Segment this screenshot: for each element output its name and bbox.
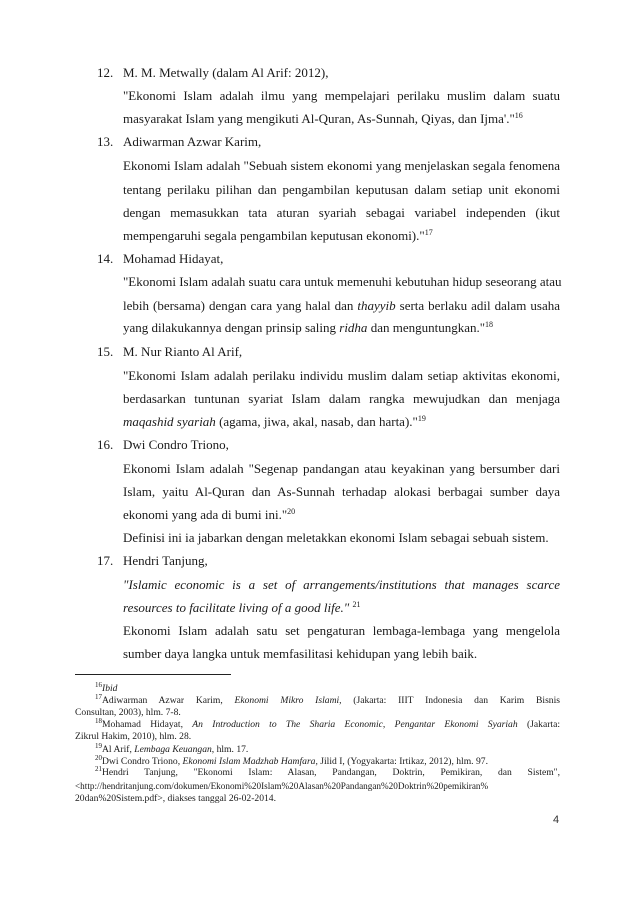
footnote-ref: 17	[424, 228, 433, 237]
body-line: maqashid syariah (agama, jiwa, akal, nasab, dan harta)."$^{19}$	[123, 414, 426, 429]
footnote-18-cont: Zikrul Hakim, 2010), hlm. 28.	[75, 731, 192, 742]
body-line: berdasarkan tuntunan syariat Islam dalam rangka mewujudkan dan menjaga	[123, 391, 560, 406]
body-line: mempengaruhi segala pengambilan keputusan ekonomi)."$^{17}$	[123, 228, 433, 243]
footnote-ref: 20	[287, 507, 296, 516]
body-line: lebih (bersama) dengan cara yang halal dan thayyib serta berlaku adil dalam usaha	[123, 298, 560, 313]
footnote-ref: 16	[514, 111, 523, 120]
footnote-ref: 19	[417, 414, 426, 423]
item-author: Dwi Condro Triono,	[123, 437, 229, 452]
body-line: ekonomi yang ada di bumi ini."$^{20}$	[123, 507, 296, 522]
page-number: 4	[553, 814, 560, 826]
footnote-18: $^{18}$Mohamad Hidayat, An Introduction to The Sharia Economic, Pengantar Ekonomi Syariah (Jakarta:	[95, 717, 560, 730]
body-line: tentang perilaku pilihan dan pengambilan keputusan dalam setiap unit ekonomi	[123, 182, 560, 197]
item-author: M. Nur Rianto Al Arif,	[123, 344, 243, 359]
body-line: "Ekonomi Islam adalah perilaku individu muslim dalam setiap aktivitas ekonomi,	[123, 368, 560, 383]
footnote-20: $^{20}$Dwi Condro Triono, Ekonomi Islam Madzhab Hamfara, Jilid I, (Yogyakarta: Irtikaz, 2012), hlm. 97.	[95, 754, 488, 767]
footnote-17-cont: Consultan, 2003), hlm. 7-8.	[75, 707, 181, 718]
body-line: resources to facilitate living of a good life." $^{21}$	[123, 600, 361, 615]
body-line: "Ekonomi Islam adalah suatu cara untuk memenuhi kebutuhan hidup seseorang atau	[123, 274, 562, 289]
body-line: Ekonomi Islam adalah satu set pengaturan lembaga-lembaga yang mengelola	[123, 623, 560, 638]
body-line: Islam, yaitu Al-Quran dan As-Sunnah terhadap alokasi berbagai sumber daya	[123, 484, 560, 499]
item-author: Hendri Tanjung,	[123, 553, 208, 568]
footnote-21: $^{21}$Hendri Tanjung, "Ekonomi Islam: Alasan, Pandangan, Doktrin, Pemikiran, dan Sistem",	[95, 765, 560, 778]
item-author: Adiwarman Azwar Karim,	[123, 134, 262, 149]
body-line: Ekonomi Islam adalah "Segenap pandangan atau keyakinan yang bersumber dari	[123, 461, 560, 476]
footnote-ref: 18	[485, 320, 494, 329]
item-number: 16.	[97, 437, 114, 452]
footnote-21-access: 20dan%20Sistem.pdf>, diakses tanggal 26-02-2014.	[75, 793, 276, 804]
item-number: 13.	[97, 134, 114, 149]
body-line: masyarakat Islam yang mengikuti Al-Quran, As-Sunnah, Qiyas, dan Ijma'."$^{16}$	[123, 111, 523, 126]
item-number: 12.	[97, 65, 114, 80]
body-line: yang dilakukannya dengan prinsip saling ridha dan menguntungkan."$^{18}$	[123, 320, 494, 335]
footnote-16: $^{16}$Ibid	[95, 681, 118, 694]
item-author: M. M. Metwally (dalam Al Arif: 2012),	[123, 65, 329, 80]
footnote-ref: 21	[352, 600, 361, 609]
body-line: "Islamic economic is a set of arrangements/institutions that manages scarce	[123, 577, 560, 592]
item-number: 15.	[97, 344, 114, 359]
footnote-19: $^{19}$Al Arif, Lembaga Keuangan, hlm. 17.	[95, 742, 249, 755]
footnote-separator	[75, 674, 231, 675]
body-line: "Ekonomi Islam adalah ilmu yang mempelajari perilaku muslim dalam suatu	[123, 88, 560, 103]
body-line: Definisi ini ia jabarkan dengan meletakkan ekonomi Islam sebagai sebuah sistem.	[123, 530, 549, 545]
footnote-17: $^{17}$Adiwarman Azwar Karim, Ekonomi Mikro Islami, (Jakarta: IIIT Indonesia dan Karim Bisnis	[95, 693, 560, 706]
item-author: Mohamad Hidayat,	[123, 251, 224, 266]
item-number: 14.	[97, 251, 114, 266]
body-line: Ekonomi Islam adalah "Sebuah sistem ekonomi yang menjelaskan segala fenomena	[123, 158, 560, 173]
footnote-21-url: <http://hendritanjung.com/dokumen/Ekonomi%20Islam%20Alasan%20Pandangan%20Doktrin%20pemikiran%	[75, 781, 489, 791]
body-line: sumber daya langka untuk memfasilitasi kehidupan yang lebih baik.	[123, 646, 478, 661]
body-line: dengan memasukkan tata aturan syariah sebagai variabel independen (ikut	[123, 205, 560, 220]
item-number: 17.	[97, 553, 114, 568]
